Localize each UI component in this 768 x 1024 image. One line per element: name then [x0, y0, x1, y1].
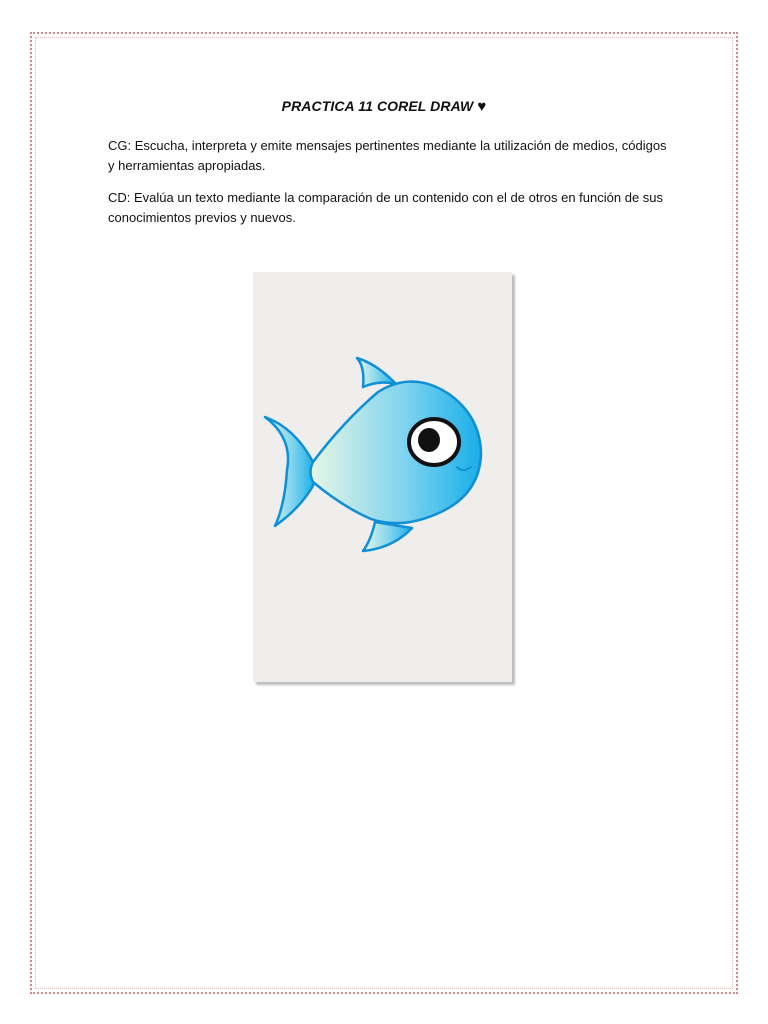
tail-fin [265, 417, 315, 526]
paragraph-cg: CG: Escucha, interpreta y emite mensajes pertinentes mediante la utilización de medios, códigos y herramientas apropiadas. [108, 138, 667, 173]
document-title [0, 98, 768, 115]
title-text: PRACTICA 11 COREL DRAW [281, 98, 474, 114]
illustration-card [253, 272, 512, 682]
fish-illustration [253, 272, 512, 682]
eye-pupil [418, 428, 440, 452]
paragraph-cd: CD: Evalúa un texto mediante la comparación de un contenido con el de otros en función de sus conocimientos previos y nuevos. [108, 190, 664, 225]
bottom-fin [363, 522, 412, 551]
heart-icon: ♥ [477, 98, 487, 115]
top-fin [357, 358, 396, 387]
